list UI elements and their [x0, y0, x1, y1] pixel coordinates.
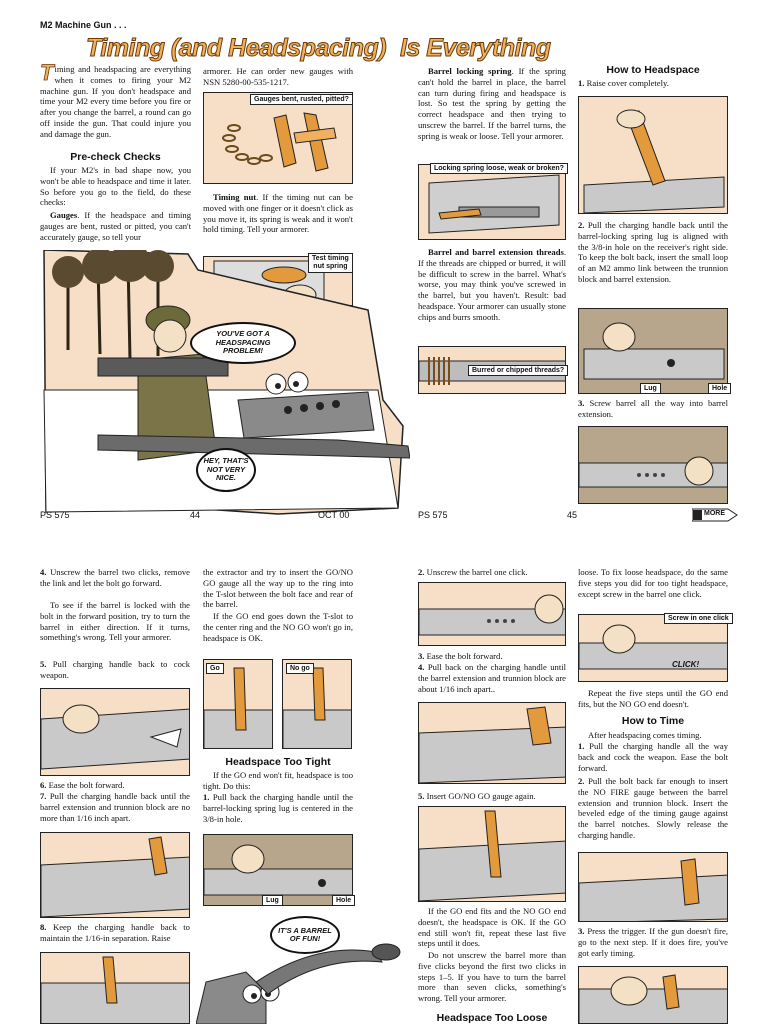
b-step-6-number: 6.	[40, 780, 47, 790]
precheck-heading: Pre-check Checks	[70, 151, 161, 163]
time-step-3-text: Press the trigger. If the gun doesn't fire, go to the next step. If it does fire, you've got early timing.	[578, 926, 729, 958]
spring-paragraph	[418, 66, 566, 142]
page-title-part2: Is Everything	[400, 34, 551, 62]
tight-step-1-text: Pull back the charging handle until the barrel-locking spring lug is centered in the 3/8-in hole.	[203, 792, 353, 824]
c3-step-2-text: Unscrew the barrel one click.	[426, 567, 528, 577]
speech-bubble-barrel-of-fun: IT'S A BARREL OF FUN!	[270, 916, 340, 954]
c3-step-4-number: 4.	[418, 662, 425, 672]
test-timing-caption-line1: Test timing	[312, 255, 349, 262]
c3-step-4	[418, 662, 566, 694]
timing-gauge-icon	[579, 853, 728, 922]
page-title-part1: Timing (and Headspacing)	[86, 34, 387, 62]
bolt-separation-icon	[41, 833, 190, 918]
raise-cover-illustration	[578, 96, 728, 214]
c3-step-2	[418, 567, 566, 578]
pull-back-illustration	[418, 702, 566, 784]
barrel-lock-check: To see if the barrel is locked with the bolt in the forward position, try to turn the barrel in either direction. If it turns, something's wrong. Tell your armorer.	[40, 600, 190, 643]
c4-repeat: Repeat the five steps until the GO end fits, but the NO GO end doesn't.	[578, 688, 728, 709]
bottom-step-5	[40, 659, 190, 681]
screw-in-illustration	[578, 614, 728, 682]
timing-gauge-illustration	[578, 852, 728, 922]
nogo-caption: No go	[286, 663, 314, 674]
cock-weapon-illustration	[40, 688, 190, 776]
speech-bubble-not-very-nice: HEY, THAT'S NOT VERY NICE.	[196, 448, 256, 492]
charging-handle-icon	[579, 309, 728, 394]
precheck-text: If your M2's in bad shape now, you won't be able to headspace and time it later. So before you go to the field, do these checks:	[40, 165, 191, 208]
headspace-step-2	[578, 220, 728, 285]
gauges-text: . If the headspace and timing gauges are bent, rusted or pitted, you can't accurately gauge, so tell your	[40, 210, 191, 242]
b-step-7-text: Pull the charging handle back until the barrel extension and trunnion block are no more than 1/16 inch apart.	[40, 791, 190, 823]
too-tight-step-1	[203, 792, 353, 824]
charging-handle-illustration	[578, 308, 728, 394]
c3-step-5-number: 5.	[418, 791, 425, 801]
trigger-icon	[579, 967, 728, 1024]
threads-label: Barrel and barrel extension threads	[428, 247, 564, 257]
step-1-number: 1.	[578, 78, 585, 88]
threads-text: . If the threads are chipped or burred, it will be difficult to screw in the barrel. What's worse, you may think you've screwed in the barrel, but you haven't. Result: bad headspace. Your armorer can usually stone chips and burrs smooth.	[418, 247, 566, 322]
screw-in-caption: Screw in one click	[664, 613, 733, 624]
time-step-2	[578, 776, 728, 841]
gauge-text-2: If the GO end goes down the T-slot to the center ring and the NO GO won't go in, headspace is OK.	[203, 611, 353, 643]
b-step-4-text: Unscrew the barrel two clicks, remove the link and let the bolt go forward.	[40, 567, 190, 588]
c4-text-1: loose. To fix loose headspace, do the same five steps you did for too tight headspace, except screw in the barrel one click.	[578, 567, 728, 599]
gauges-paragraph	[40, 210, 191, 242]
how-to-time-heading: How to Time	[621, 715, 685, 727]
c3-text-2: Do not unscrew the barrel more than five clicks beyond the first two clicks in steps 1–5. If you have to turn the barrel more than seven clicks, something's wrong. Tell your armorer.	[418, 950, 566, 1004]
unscrew-illustration	[418, 582, 566, 646]
headspace-too-loose-heading: Headspace Too Loose	[436, 1012, 548, 1024]
how-to-headspace-heading: How to Headspace	[606, 64, 700, 76]
armorer-text: armorer. He can order new gauges with NSN 5280-00-535-1217.	[203, 66, 353, 87]
threads-paragraph	[418, 247, 566, 323]
timing-nut-text: . If the timing nut can be moved with one finger or it doesn't click as you move it, its spring is weak and it won't hold timing. Tell your armorer.	[203, 192, 353, 235]
timing-nut-label: Timing nut	[213, 192, 257, 202]
series-label: M2 Machine Gun . . .	[40, 20, 127, 30]
more-label: MORE	[704, 510, 725, 517]
c3-step-3	[418, 651, 566, 662]
time-step-2-text: Pull the bolt back far enough to insert the NO FIRE gauge between the barrel extension and trunnion block. Insert the beveled edge of the timing gauge against the barrel notches. Slowly release the charging handle.	[578, 776, 728, 840]
time-intro: After headspacing comes timing.	[588, 730, 702, 740]
separation-illustration	[40, 832, 190, 918]
c3-step-2-number: 2.	[418, 567, 425, 577]
tight-step-1-number: 1.	[203, 792, 210, 802]
step-2-number: 2.	[578, 220, 585, 230]
intro-column	[40, 60, 191, 140]
c3-text-1: If the GO end fits and the NO GO end doesn't, the headspace is OK. If the GO end still won't fit, repeat these last five steps until it does.	[418, 906, 566, 949]
gauges-caption: Gauges bent, rusted, pitted?	[250, 94, 353, 105]
b-step-6-text: Ease the bolt forward.	[48, 780, 125, 790]
b-step-5-text: Pull charging handle back to cock weapon.	[40, 659, 190, 680]
raise-cover-icon	[579, 97, 728, 214]
b-step-5-number: 5.	[40, 659, 47, 669]
locking-spring-caption: Locking spring loose, weak or broken?	[430, 163, 568, 174]
headspace-step-1	[578, 78, 728, 89]
gauge-text-1: the extractor and try to insert the GO/NO GO gauge all the way up to the ring into the T-slot between the bolt face and rear of the barrel.	[203, 567, 353, 610]
folio-right-magazine: PS 575	[418, 510, 448, 520]
folio-left-magazine: PS 575	[40, 510, 70, 520]
b-step-4-number: 4.	[40, 567, 47, 577]
unscrew-barrel-icon	[419, 583, 566, 646]
b-step-8-text: Keep the charging handle back to maintain the 1/16-in separation. Raise	[40, 922, 190, 943]
locking-spring-illustration	[418, 164, 566, 240]
step-2-text: Pull the charging handle back until the barrel-locking spring lug is aligned with the 3/8-in hole on the receiver's right side. To keep the bolt back, insert the small loop of an M2 ammo link between the trunnion block and barrel extension.	[578, 220, 728, 284]
trigger-illustration	[578, 966, 728, 1024]
spring-label: Barrel locking spring	[428, 66, 512, 76]
bottom-step-4	[40, 567, 190, 589]
folio-left-date: OCT 00	[318, 510, 350, 520]
time-step-2-number: 2.	[578, 776, 585, 786]
time-step-1-text: Pull the charging handle all the way back and cock the weapon. Ease the bolt forward.	[578, 741, 728, 773]
screw-in-icon	[579, 615, 728, 682]
headspace-too-tight-heading: Headspace Too Tight	[225, 756, 331, 768]
go-caption: Go	[206, 663, 224, 674]
dropcap: T	[40, 60, 54, 85]
gauges-label: Gauges	[50, 210, 78, 220]
barrel-locking-spring-icon	[419, 165, 566, 240]
gauge-insert-illustration	[40, 952, 190, 1024]
headspace-step-3	[578, 398, 728, 420]
spring-text: . If the spring can't hold the barrel in place, the barrel can turn during firing and headspace is lost. So test the spring by getting the correct headspace and then trying to unscrew the barrel. If the barrel turns, the spring is weak or loose. Tell your armorer.	[418, 66, 566, 141]
bottom-step-6	[40, 780, 190, 791]
bottom-step-8	[40, 922, 190, 944]
speech-bubble-headspacing-problem: YOU'VE GOT A HEADSPACING PROBLEM!	[190, 322, 296, 364]
screw-barrel-illustration	[578, 426, 728, 504]
too-tight-text: If the GO end won't fit, headspace is too tight. Do this:	[203, 770, 353, 791]
click-label: CLICK!	[672, 660, 700, 669]
insert-gauge-icon	[419, 807, 566, 902]
test-timing-caption-line2: nut spring	[313, 263, 348, 270]
folio-left-page: 44	[190, 510, 201, 520]
gauge-chain-icon	[204, 93, 353, 184]
c3-step-3-number: 3.	[418, 651, 425, 661]
bottom-step-7	[40, 791, 190, 823]
time-step-1-number: 1.	[578, 741, 585, 751]
time-step-3-number: 3.	[578, 926, 585, 936]
c3-step-5-text: Insert GO/NO GO gauge again.	[426, 791, 536, 801]
tight-lug-caption: Lug	[262, 895, 283, 906]
c3-step-5	[418, 791, 566, 802]
c3-step-4-text: Pull back on the charging handle until the barrel extension and trunnion block are about 1/16 inch apart..	[418, 662, 566, 694]
time-step-1	[578, 741, 728, 773]
c3-step-3-text: Ease the bolt forward.	[426, 651, 503, 661]
tight-hole-caption: Hole	[332, 895, 355, 906]
folio-right-page: 45	[567, 510, 578, 520]
pull-back-handle-icon	[419, 703, 566, 784]
b-step-7-number: 7.	[40, 791, 47, 801]
insert-gauge-illustration	[418, 806, 566, 902]
lug-caption: Lug	[640, 383, 661, 394]
threads-caption: Burred or chipped threads?	[468, 365, 568, 376]
gauge-insert-icon	[41, 953, 190, 1024]
cock-weapon-icon	[41, 689, 190, 776]
intro-text: iming and headspacing are everything when it comes to firing your M2 machine gun. If you don't headspace and time your M2 every time before you fire or after you change the barrel, a round can go off inside the gun. That could injure you and damage the gun.	[40, 64, 191, 139]
b-step-8-number: 8.	[40, 922, 47, 932]
step-3-text: Screw barrel all the way into barrel extension.	[578, 398, 728, 419]
step-1-text: Raise cover completely.	[586, 78, 669, 88]
screw-barrel-icon	[579, 427, 728, 504]
time-step-3	[578, 926, 728, 958]
hole-caption: Hole	[708, 383, 731, 394]
timing-nut-paragraph	[203, 192, 353, 235]
step-3-number: 3.	[578, 398, 585, 408]
gauges-illustration	[203, 92, 353, 184]
more-arrow-icon[interactable]	[692, 508, 738, 522]
